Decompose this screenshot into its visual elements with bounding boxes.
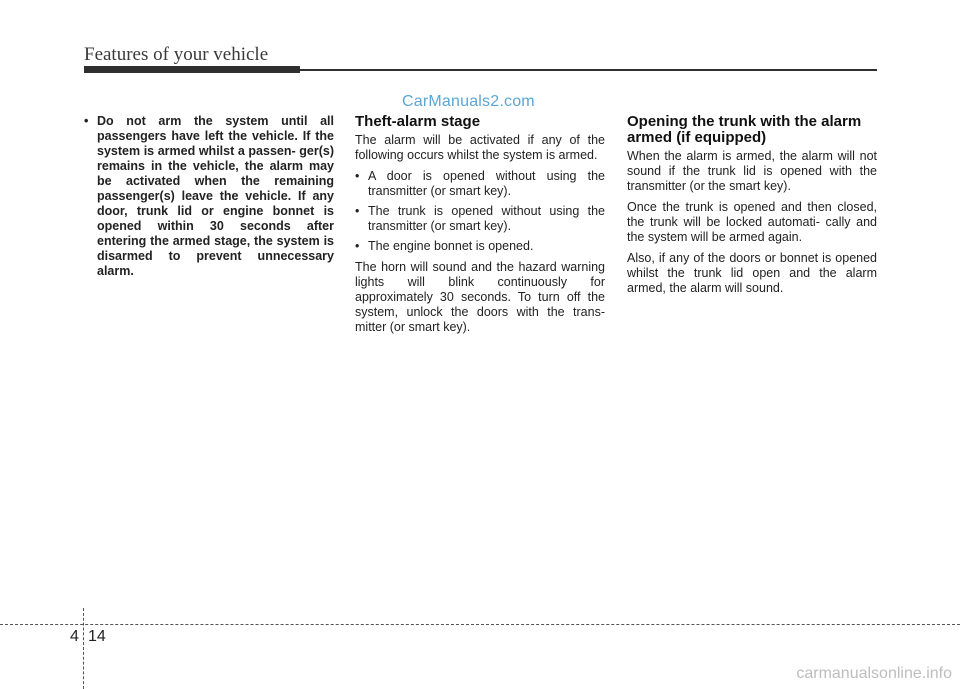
- trunk-alarm-para-3: Also, if any of the doors or bonnet is opened whilst the trunk lid open and the alarm armed, the alarm will sound.: [627, 251, 877, 295]
- theft-alarm-intro: The alarm will be activated if any of the following occurs whilst the system is armed.: [355, 133, 605, 162]
- column-left: [84, 114, 334, 285]
- list-item: • The engine bonnet is opened.: [355, 239, 605, 254]
- footer-divider: [83, 608, 84, 689]
- page-number: 14: [88, 628, 106, 645]
- list-item: • The trunk is opened without using the transmitter (or smart key).: [355, 204, 605, 234]
- footer-rule: [0, 624, 960, 625]
- section-heading-trunk-alarm: Opening the trunk with the alarm armed (if equipped): [627, 113, 862, 146]
- trunk-alarm-para-1: When the alarm is armed, the alarm will not sound if the trunk lid is opened with the transmitter (or the smart key).: [627, 149, 877, 193]
- watermark-link[interactable]: CarManuals2.com: [402, 93, 535, 110]
- page-header-title: Features of your vehicle: [84, 44, 269, 65]
- header-rule-thin: [300, 69, 877, 71]
- header-rule-thick: [84, 66, 300, 73]
- warning-bullet: • Do not arm the system until all passengers have left the vehicle. If the system is armed whilst a passen- ger(s) remains in the vehicle, the alarm may be activated when the remaining passenger(s) leave the vehicle. If any door, trunk lid or engine bonnet is opened within 30 seconds after entering the armed stage, the system is disarmed to prevent unnecessary alarm.: [84, 114, 334, 279]
- theft-alarm-bullet-list: [355, 169, 605, 254]
- chapter-number: 4: [70, 628, 79, 645]
- source-watermark: carmanualsonline.info: [796, 665, 952, 682]
- section-heading-theft-alarm: Theft-alarm stage: [355, 113, 481, 130]
- column-middle: [355, 114, 605, 341]
- theft-alarm-body: The horn will sound and the hazard warning lights will blink continuously for approximately 30 seconds. To turn off the system, unlock the doors with the trans- mitter (or smart key).: [355, 260, 605, 334]
- trunk-alarm-para-2: Once the trunk is opened and then closed, the trunk will be locked automati- cally and the system will be armed again.: [627, 200, 877, 244]
- list-item: • A door is opened without using the transmitter (or smart key).: [355, 169, 605, 199]
- column-right: [627, 114, 877, 302]
